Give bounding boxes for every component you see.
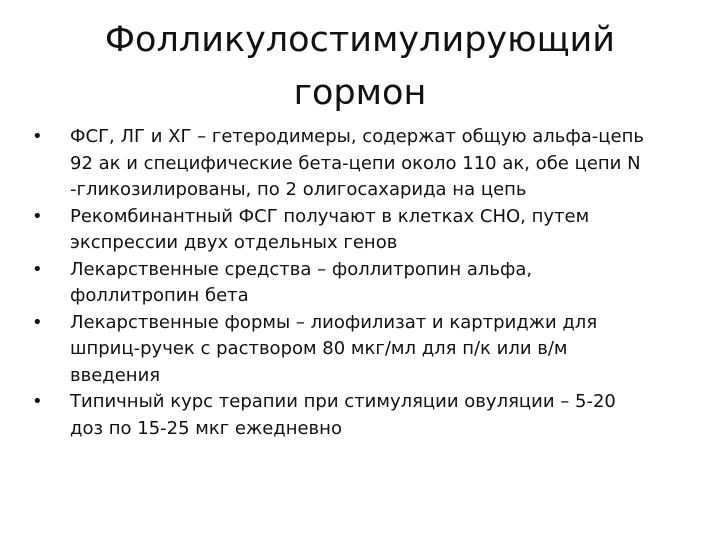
bullet-item-recombinant-production bbox=[30, 204, 692, 257]
bullet-text-line: экспрессии двух отдельных генов bbox=[70, 232, 398, 253]
bullet-icon: • bbox=[32, 126, 43, 147]
bullet-item-therapy-course bbox=[30, 389, 692, 442]
bullet-text-line: 92 ак и специфические бета-цепи около 110 ак, обе цепи N bbox=[70, 152, 641, 174]
bullet-icon: • bbox=[32, 391, 43, 412]
bullet-text-line: шприц-ручек с раствором 80 мкг/мл для п/к или в/м bbox=[70, 338, 568, 359]
bullet-text-line: Рекомбинантный ФСГ получают в клетках СНО, путем bbox=[70, 205, 590, 227]
bullet-text-line: Лекарственные формы – лиофилизат и картриджи для bbox=[70, 311, 598, 333]
bullet-icon: • bbox=[32, 205, 43, 227]
bullet-item-drugs bbox=[30, 257, 692, 310]
bullet-text-line: ФСГ, ЛГ и ХГ – гетеродимеры, содержат общую альфа-цепь bbox=[70, 126, 644, 147]
bullet-item-dosage-forms bbox=[30, 310, 692, 390]
slide-title-line-1: Фолликулостимулирующий bbox=[104, 20, 616, 60]
bullet-text-line: Лекарственные средства – фоллитропин альфа, bbox=[70, 258, 533, 280]
bullet-list bbox=[30, 124, 692, 442]
bullet-text-line: введения bbox=[70, 364, 161, 386]
bullet-text-line: доз по 15-25 мкг ежедневно bbox=[70, 417, 342, 439]
bullet-icon: • bbox=[32, 258, 43, 280]
bullet-text-line: Типичный курс терапии при стимуляции овуляции – 5-20 bbox=[70, 391, 616, 412]
bullet-item-fsh-structure bbox=[30, 124, 692, 204]
bullet-icon: • bbox=[32, 311, 43, 333]
slide-title-line-2: гормон bbox=[293, 73, 427, 113]
bullet-text-line: -гликозилированы, по 2 олигосахарида на цепь bbox=[70, 179, 527, 200]
slide-title bbox=[60, 14, 660, 120]
bullet-text-line: фоллитропин бета bbox=[70, 285, 249, 306]
